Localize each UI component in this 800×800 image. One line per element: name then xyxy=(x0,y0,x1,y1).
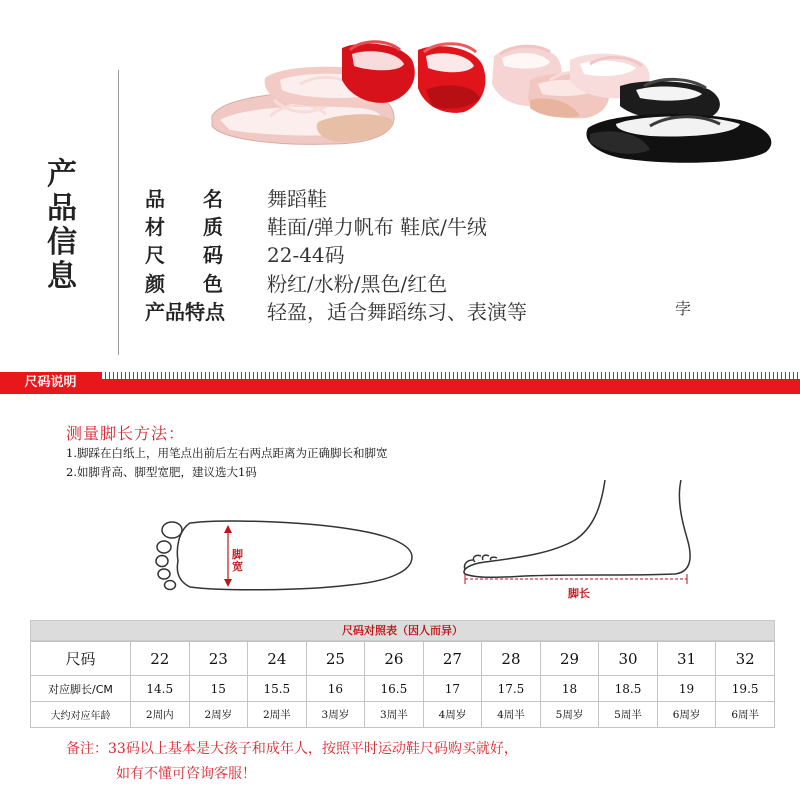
age-cell: 4周半 xyxy=(482,702,541,728)
length-cell: 16.5 xyxy=(365,676,424,702)
age-cell: 6周半 xyxy=(716,702,775,728)
age-cell: 2周内 xyxy=(131,702,190,728)
length-cell: 17 xyxy=(423,676,482,702)
measure-title: 测量脚长方法： xyxy=(66,424,186,443)
size-cell: 27 xyxy=(423,642,482,676)
info-value: 舞蹈鞋 xyxy=(267,186,327,211)
size-cell: 28 xyxy=(482,642,541,676)
info-label: 材质 xyxy=(145,214,261,239)
size-cell: 25 xyxy=(306,642,365,676)
length-cell: 19 xyxy=(657,676,716,702)
size-table xyxy=(30,641,775,728)
info-label: 品名 xyxy=(145,186,261,211)
age-cell: 5周岁 xyxy=(540,702,599,728)
size-cell: 32 xyxy=(716,642,775,676)
size-cell: 26 xyxy=(365,642,424,676)
product-info-title: 产品信息 xyxy=(47,157,79,294)
info-value: 22-44码 xyxy=(267,242,345,267)
foot-top-diagram xyxy=(150,515,415,595)
product-photo xyxy=(150,20,800,170)
size-table-title: 尺码对照表（因人而异） xyxy=(30,620,775,641)
age-cell: 5周半 xyxy=(599,702,658,728)
measure-step-1: 1.脚踩在白纸上，用笔点出前后左右两点距离为正确脚长和脚宽 xyxy=(66,446,388,460)
info-value: 鞋面/弹力帆布 鞋底/牛绒 xyxy=(267,214,487,239)
length-cell: 18.5 xyxy=(599,676,658,702)
size-cell: 22 xyxy=(131,642,190,676)
red-ballet-shoe xyxy=(418,44,485,113)
size-row xyxy=(31,642,775,676)
note-line-2: 如有不懂可咨询客服！ xyxy=(116,766,256,782)
age-cell: 6周岁 xyxy=(657,702,716,728)
row-header: 对应脚长/CM xyxy=(31,676,131,702)
length-cell: 18 xyxy=(540,676,599,702)
length-cell: 15.5 xyxy=(248,676,307,702)
age-cell: 3周半 xyxy=(365,702,424,728)
age-row xyxy=(31,702,775,728)
stray-glyph: 孛 xyxy=(675,299,692,318)
info-row-size xyxy=(145,237,345,269)
size-cell: 30 xyxy=(599,642,658,676)
info-value: 粉红/水粉/黑色/红色 xyxy=(267,271,448,296)
info-label: 产品特点 xyxy=(145,299,225,324)
divider-line xyxy=(118,70,119,355)
age-cell: 2周岁 xyxy=(189,702,248,728)
info-label: 颜色 xyxy=(145,271,261,296)
length-cell: 14.5 xyxy=(131,676,190,702)
size-cell: 23 xyxy=(189,642,248,676)
age-cell: 3周岁 xyxy=(306,702,365,728)
age-cell: 2周半 xyxy=(248,702,307,728)
black-ballet-shoe xyxy=(586,114,771,163)
size-cell: 29 xyxy=(540,642,599,676)
length-cell: 15 xyxy=(189,676,248,702)
info-value: 轻盈，适合舞蹈练习、表演等 xyxy=(267,299,527,324)
banner-bar xyxy=(101,379,800,394)
size-guide-banner: 尺码说明 xyxy=(0,372,101,394)
length-cell: 16 xyxy=(306,676,365,702)
note-line-1: 备注：33码以上基本是大孩子和成年人，按照平时运动鞋尺码购买就好， xyxy=(66,741,518,757)
size-cell: 24 xyxy=(248,642,307,676)
foot-length-row xyxy=(31,676,775,702)
foot-width-label: 脚宽 xyxy=(232,548,243,573)
length-cell: 19.5 xyxy=(716,676,775,702)
age-cell: 4周岁 xyxy=(423,702,482,728)
row-header: 尺码 xyxy=(31,642,131,676)
length-cell: 17.5 xyxy=(482,676,541,702)
row-header: 大约对应年龄 xyxy=(31,702,131,728)
info-row-features xyxy=(145,294,527,326)
size-cell: 31 xyxy=(657,642,716,676)
measure-step-2: 2.如脚背高、脚型宽肥，建议选大1码 xyxy=(66,465,257,479)
info-label: 尺码 xyxy=(145,242,261,267)
foot-length-label: 脚长 xyxy=(568,587,590,600)
